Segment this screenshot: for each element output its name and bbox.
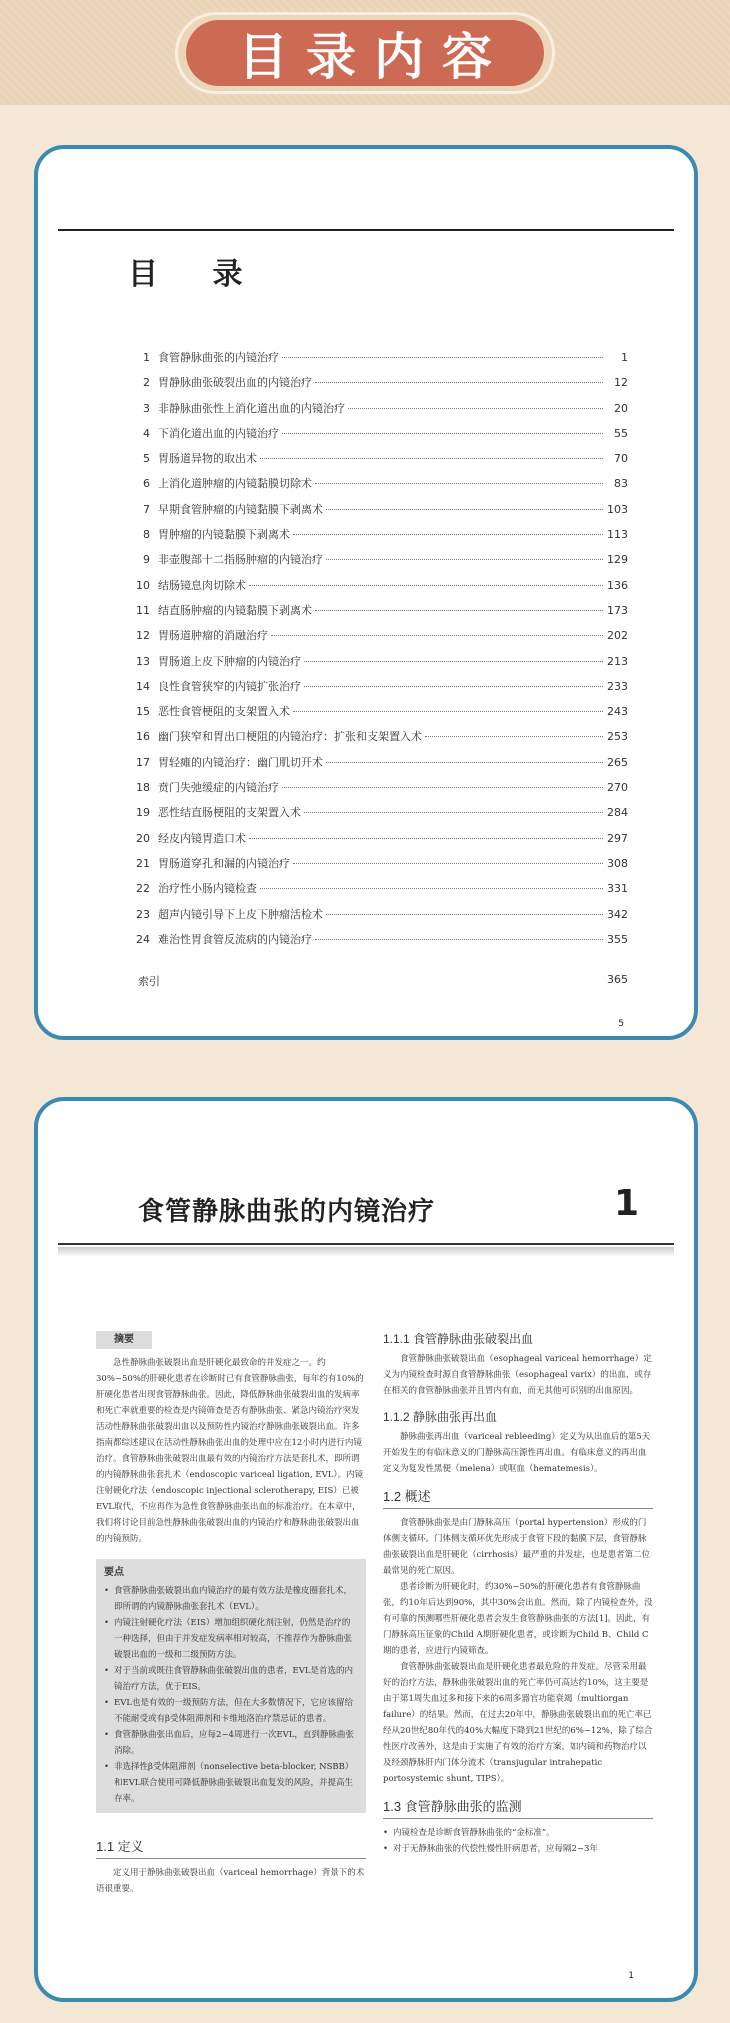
toc-entry-title: 治疗性小肠内镜检查 <box>158 882 257 896</box>
toc-entry-number: 13 <box>136 654 150 668</box>
toc-index-spacer <box>163 970 604 986</box>
bullet-icon: • <box>104 1730 110 1740</box>
bullet-icon: • <box>104 1762 110 1772</box>
keypoint-text: 内镜注射硬化疗法（EIS）增加组织硬化剂注射，仍然是治疗的一种选择，但由于并发症发病率相对较高，不推荐作为静脉曲张破裂出血的一级和二级预防方法。 <box>114 1618 353 1660</box>
toc-entry-title: 幽门狭窄和胃出口梗阻的内镜治疗：扩张和支架置入术 <box>158 730 422 744</box>
toc-entry[interactable] <box>128 425 628 450</box>
toc-entry-title: 非壶腹部十二指肠肿瘤的内镜治疗 <box>158 553 323 567</box>
toc-entry-leader <box>249 838 603 839</box>
keypoint-item <box>104 1663 356 1695</box>
toc-entry-title: 结直肠肿瘤的内镜黏膜下剥离术 <box>158 603 312 617</box>
toc-entry-leader <box>293 863 603 864</box>
toc-entry[interactable] <box>128 678 628 703</box>
toc-entry-page: 20 <box>614 401 628 415</box>
toc-entry[interactable] <box>128 703 628 728</box>
bullet-icon: • <box>383 1828 389 1838</box>
section-1-3-item <box>383 1825 653 1841</box>
toc-entry-title: 胃肠道穿孔和漏的内镜治疗 <box>158 856 290 870</box>
chapter-page-card <box>34 1097 698 2002</box>
toc-entry-leader <box>315 610 603 611</box>
bullet-icon: • <box>383 1844 389 1854</box>
toc-entry-title: 结肠镜息肉切除术 <box>158 578 246 592</box>
toc-entry-leader <box>315 939 603 940</box>
toc-entry-leader <box>326 559 603 560</box>
toc-entry[interactable] <box>128 475 628 500</box>
toc-entry[interactable] <box>128 374 628 399</box>
section-1-2-text-3: 食管静脉曲张破裂出血是肝硬化患者最危险的并发症。尽管采用最好的治疗方法，静脉曲张破裂出血的死亡率仍可高达约10%，这主要是由于第1周失血过多和接下来的6周多器官功能衰竭（multiorgan failure）的结果。然而，在过去20年中，静脉曲张破裂出血的死亡率已经从20世纪80年代的40%大幅度下降到21世纪的6%~12%，除了综合性医疗改善外，这是由于实施了有效的治疗方案，如内镜和药物治疗以及经颈静脉肝内门体分流术（transjugular intrahepatic portosystemic shunt, TIPS）。 <box>383 1662 653 1784</box>
abstract-tag: 摘要 <box>96 1331 152 1349</box>
toc-entry-leader <box>249 585 603 586</box>
toc-entry-number: 8 <box>143 528 150 542</box>
toc-entry[interactable] <box>128 754 628 779</box>
abstract-text: 急性静脉曲张破裂出血是肝硬化最致命的并发症之一。约30%~50%的肝硬化患者在诊断时已有食管静脉曲张，每年约有10%的肝硬化患者出现食管静脉曲张。因此，降低静脉曲张破裂出血的发病率和死亡率就重要的检查是内镜筛查是否有静脉曲张、紧急内镜治疗突发活动性静脉曲张破裂出血以及预防性内镜治疗静脉曲张破裂出血。许多指南都综述建议在活动性静脉曲张出血的处理中应在12小时内进行内镜治疗。食管静脉曲张破裂出血最有效的内镜治疗方法是套扎术，即所谓的内镜静脉曲张套扎术（endoscopic variceal ligation, EVL）。内镜注射硬化疗法（endoscopic injectional sclerotherapy, EIS）已被EVL取代，不应再作为急性食管静脉曲张出血的标准治疗。在本章中，我们将讨论目前急性静脉曲张破裂出血的内镜治疗和静脉曲张破裂出血的内镜预防。 <box>96 1358 364 1544</box>
toc-index-label: 索引 <box>138 975 160 988</box>
toc-entry-title: 上消化道肿瘤的内镜黏膜切除术 <box>158 477 312 491</box>
toc-entry-title: 恶性食管梗阻的支架置入术 <box>158 705 290 719</box>
toc-entry-page: 70 <box>614 452 628 466</box>
toc-entry-number: 2 <box>143 376 150 390</box>
bullet-icon: • <box>104 1666 110 1676</box>
toc-page-number: 5 <box>618 1019 624 1029</box>
toc-entry-number: 6 <box>143 477 150 491</box>
toc-entry-leader <box>326 762 603 763</box>
toc-heading: 目 录 <box>128 257 265 292</box>
toc-entry[interactable] <box>128 830 628 855</box>
toc-entry-number: 17 <box>136 755 150 769</box>
keypoint-item <box>104 1727 356 1759</box>
toc-entry[interactable] <box>128 653 628 678</box>
toc-entry-page: 55 <box>614 426 628 440</box>
keypoint-item <box>104 1759 356 1807</box>
toc-entry-title: 非静脉曲张性上消化道出血的内镜治疗 <box>158 401 345 415</box>
section-1-1-1-text: 食管静脉曲张破裂出血（esophageal variceal hemorrhage）定义为内镜检查时源自食管静脉曲张（esophageal varix）的出血，或存在相关的食管静脉曲张并且胃内有血，而无其他可识别的出血原因。 <box>383 1354 652 1396</box>
keypoint-item <box>104 1615 356 1663</box>
toc-entry-page: 270 <box>607 781 628 795</box>
toc-entry[interactable] <box>128 551 628 576</box>
toc-entry-leader <box>315 382 603 383</box>
toc-entry-title: 难治性胃食管反流病的内镜治疗 <box>158 932 312 946</box>
toc-entry[interactable] <box>128 501 628 526</box>
chapter-number: 1 <box>613 1183 639 1224</box>
section-1-1-2-text: 静脉曲张再出血（variceal rebleeding）定义为从出血后的第5天开始发生的有临床意义的门静脉高压源性再出血。有临床意义的再出血定义为复发性黑便（melena）或呕血（hematemesis）。 <box>383 1432 651 1474</box>
toc-entry-leader <box>315 483 603 484</box>
section-1-3-list <box>383 1825 653 1857</box>
toc-entry[interactable] <box>128 627 628 652</box>
section-1-1-1-heading: 1.1.1 食管静脉曲张破裂出血 <box>383 1332 534 1346</box>
toc-entry-leader <box>348 408 603 409</box>
toc-entry-number: 1 <box>143 351 150 364</box>
toc-entry-page: 83 <box>614 477 628 491</box>
toc-entry-leader <box>293 534 603 535</box>
toc-entry-page: 342 <box>607 907 628 921</box>
toc-entry-leader <box>282 787 603 788</box>
chapter-left-column <box>96 1331 366 1897</box>
keypoint-text: 食管静脉曲张破裂出血内镜治疗的最有效方法是橡皮圈套扎术，即所谓的内镜静脉曲张套扎术（EVL）。 <box>114 1586 353 1612</box>
toc-entry[interactable] <box>128 602 628 627</box>
toc-entry-number: 9 <box>143 553 150 567</box>
bullet-icon: • <box>104 1698 110 1708</box>
toc-entry[interactable] <box>128 779 628 804</box>
keypoint-text: 对于当前或既往食管静脉曲张破裂出血的患者，EVL是首选的内镜治疗方法，优于EIS。 <box>114 1666 353 1692</box>
toc-entry-page: 213 <box>607 654 628 668</box>
toc-entry-leader <box>425 736 603 737</box>
toc-index-row[interactable] <box>138 973 628 989</box>
keypoints-title: 要点 <box>104 1567 124 1578</box>
toc-entry-page: 1 <box>621 351 628 364</box>
toc-entry[interactable] <box>128 400 628 425</box>
keypoint-item <box>104 1695 356 1727</box>
toc-entry-page: 173 <box>607 603 628 617</box>
toc-entry-page: 202 <box>607 629 628 643</box>
toc-entry-page: 129 <box>607 553 628 567</box>
toc-entry-leader <box>260 458 603 459</box>
toc-entry-page: 103 <box>607 502 628 516</box>
toc-entry-leader <box>304 686 603 687</box>
toc-entry-title: 贲门失弛缓症的内镜治疗 <box>158 781 279 795</box>
toc-entry-number: 4 <box>143 426 150 440</box>
toc-entry-number: 14 <box>136 679 150 693</box>
toc-entry-number: 3 <box>143 401 150 415</box>
toc-entry-page: 331 <box>607 882 628 896</box>
toc-entry-leader <box>326 509 603 510</box>
keypoint-text: 食管静脉曲张出血后，应每2~4周进行一次EVL，直到静脉曲张消除。 <box>114 1730 354 1756</box>
section-1-3-item <box>383 1841 653 1857</box>
toc-entry-page: 355 <box>607 932 628 946</box>
toc-entry-number: 24 <box>136 932 150 946</box>
keypoints-list <box>104 1583 356 1807</box>
keypoint-item <box>104 1583 356 1615</box>
toc-entry[interactable] <box>128 349 628 374</box>
toc-entry-page: 12 <box>614 376 628 390</box>
toc-entry-title: 胃肠道上皮下肿瘤的内镜治疗 <box>158 654 301 668</box>
toc-entry[interactable] <box>128 728 628 753</box>
toc-entry-page: 297 <box>607 831 628 845</box>
toc-index-page: 365 <box>607 973 628 986</box>
toc-entry-number: 23 <box>136 907 150 921</box>
toc-entry-title: 胃肠道肿瘤的消融治疗 <box>158 629 268 643</box>
bullet-icon: • <box>104 1618 110 1628</box>
toc-entry-page: 243 <box>607 705 628 719</box>
toc-entry-number: 12 <box>136 629 150 643</box>
toc-entry-title: 经皮内镜胃造口术 <box>158 831 246 845</box>
toc-entry-page: 284 <box>607 806 628 820</box>
toc-entry-page: 253 <box>607 730 628 744</box>
keypoints-box <box>96 1559 366 1813</box>
banner <box>186 20 544 86</box>
toc-entry-title: 下消化道出血的内镜治疗 <box>158 426 279 440</box>
toc-entry-leader <box>326 914 603 915</box>
section-1-2-heading: 1.2 概述 <box>383 1489 653 1509</box>
toc-entry-leader <box>271 635 603 636</box>
toc-entry-title: 胃肿瘤的内镜黏膜下剥离术 <box>158 528 290 542</box>
toc-entry-number: 5 <box>143 452 150 466</box>
toc-entry-title: 胃静脉曲张破裂出血的内镜治疗 <box>158 376 312 390</box>
section-1-3-item-text: 对于无静脉曲张的代偿性慢性肝病患者，应每隔2~3年 <box>393 1844 598 1854</box>
section-1-2-text-2: 患者诊断为肝硬化时，约30%~50%的肝硬化患者有食管静脉曲张，约10年后达到90%，其中30%会出血。然而，除了内镜检查外，没有可靠的预测哪些肝硬化患者会发生食管静脉曲张的方法[1]。因此，有门静脉高压征象的Child A期肝硬化患者，或诊断为Child B、Child C期的患者，应进行内镜筛查。 <box>383 1582 653 1656</box>
toc-entry[interactable] <box>128 450 628 475</box>
toc-entry-number: 7 <box>143 502 150 516</box>
toc-entry-leader <box>293 711 603 712</box>
toc-entry-title: 超声内镜引导下上皮下肿瘤活检术 <box>158 907 323 921</box>
toc-entry-page: 113 <box>607 528 628 542</box>
toc-entry-page: 233 <box>607 679 628 693</box>
chapter-right-column <box>383 1331 653 1857</box>
toc-entry[interactable] <box>128 577 628 602</box>
section-1-1-heading: 1.1 定义 <box>96 1839 366 1859</box>
toc-entry-number: 16 <box>136 730 150 744</box>
toc-entry-title: 恶性结直肠梗阻的支架置入术 <box>158 806 301 820</box>
section-1-2-text-1: 食管静脉曲张是由门静脉高压（portal hypertension）形成的门体侧支循环。门体侧支循环优先形成于食管下段的黏膜下层，食管静脉曲张破裂出血是肝硬化（cirrhosis）最严重的并发症，也是患者第二位最常见的死亡原因。 <box>383 1518 651 1576</box>
toc-entry-number: 20 <box>136 831 150 845</box>
toc-entry[interactable] <box>128 526 628 551</box>
toc-entry-leader <box>304 812 603 813</box>
toc-entry[interactable] <box>128 931 628 956</box>
toc-entry-number: 11 <box>136 603 150 617</box>
toc-entry-number: 10 <box>136 578 150 592</box>
keypoint-text: 非选择性β受体阻滞剂（nonselective beta-blocker, NSBB）和EVL联合使用可降低静脉曲张破裂出血复发的风险，并提高生存率。 <box>114 1762 354 1804</box>
section-1-3-item-text: 内镜检查是诊断食管静脉曲张的“金标准”。 <box>393 1828 555 1838</box>
chapter-title: 食管静脉曲张的内镜治疗 <box>138 1197 436 1227</box>
toc-entry-page: 308 <box>607 856 628 870</box>
section-1-1-text: 定义用于静脉曲张破裂出血（variceal hemorrhage）背景下的术语很重要。 <box>96 1868 365 1894</box>
toc-entry-leader <box>304 661 603 662</box>
toc-entry-number: 21 <box>136 856 150 870</box>
section-1-3-heading: 1.3 食管静脉曲张的监测 <box>383 1799 653 1819</box>
chapter-header-shade <box>58 1247 674 1257</box>
banner-title: 目录内容 <box>238 28 510 86</box>
toc-entry-title: 良性食管狭窄的内镜扩张治疗 <box>158 679 301 693</box>
toc-entry-title: 早期食管肿瘤的内镜黏膜下剥离术 <box>158 502 323 516</box>
bullet-icon: • <box>104 1586 110 1596</box>
toc-entry-page: 265 <box>607 755 628 769</box>
toc-entry-page: 136 <box>607 578 628 592</box>
toc-page-card <box>34 145 698 1040</box>
toc-entry[interactable] <box>128 855 628 880</box>
toc-entry-number: 15 <box>136 705 150 719</box>
toc-entry-number: 22 <box>136 882 150 896</box>
toc-top-rule <box>58 229 674 231</box>
toc-list <box>128 349 628 956</box>
toc-entry-title: 食管静脉曲张的内镜治疗 <box>158 351 279 364</box>
chapter-header-rule <box>58 1243 674 1245</box>
keypoint-text: EVL也是有效的一级预防方法，但在大多数情况下，它应该留给不能耐受或有β受体阻滞剂和卡维地洛治疗禁忌证的患者。 <box>114 1698 353 1724</box>
section-1-1-2-heading: 1.1.2 静脉曲张再出血 <box>383 1410 498 1424</box>
toc-entry-title: 胃轻瘫的内镜治疗：幽门肌切开术 <box>158 755 323 769</box>
toc-entry[interactable] <box>128 880 628 905</box>
toc-entry-leader <box>282 357 603 358</box>
toc-entry[interactable] <box>128 906 628 931</box>
chapter-page-number: 1 <box>628 1971 634 1981</box>
toc-entry-title: 胃肠道异物的取出术 <box>158 452 257 466</box>
toc-entry-number: 18 <box>136 781 150 795</box>
toc-entry[interactable] <box>128 804 628 829</box>
toc-entry-leader <box>260 888 603 889</box>
toc-entry-leader <box>282 433 603 434</box>
toc-entry-number: 19 <box>136 806 150 820</box>
